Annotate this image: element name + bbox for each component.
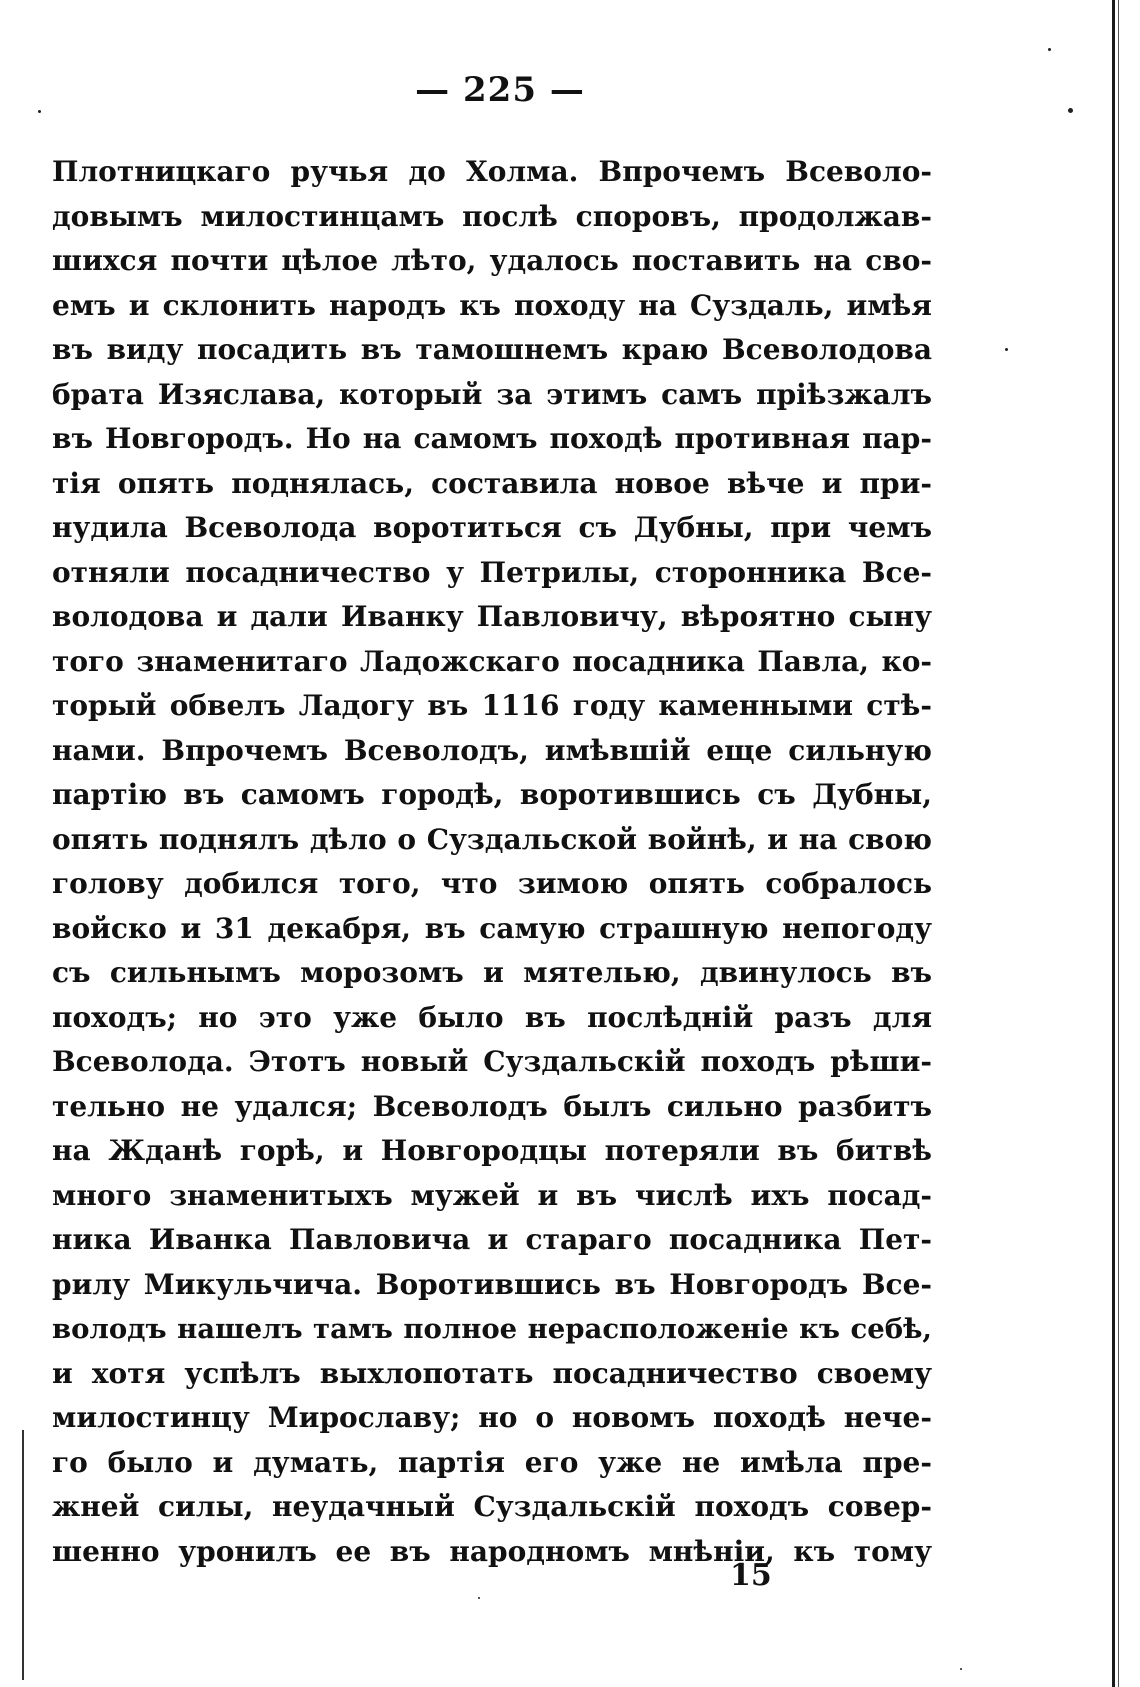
text-line: и хотя успѣлъ выхлопотать посадничество своему bbox=[52, 1356, 932, 1390]
signature-mark: 15 bbox=[730, 1558, 772, 1593]
scan-speck bbox=[1048, 48, 1051, 51]
text-line: рилу Микульчича. Воротившись въ Новгородъ Все- bbox=[52, 1267, 932, 1301]
text-line: володъ нашелъ тамъ полное нерасположенiе къ себѣ, bbox=[52, 1313, 932, 1345]
scan-speck bbox=[38, 110, 41, 113]
text-line: войско и 31 декабря, въ самую страшную непогоду bbox=[52, 911, 932, 945]
scan-speck bbox=[960, 1668, 962, 1670]
text-line: емъ и склонить народъ къ походу на Суздаль, имѣя bbox=[52, 288, 932, 322]
text-line: тельно не удался; Всеволодъ былъ сильно разбитъ bbox=[52, 1089, 932, 1123]
text-line: опять поднялъ дѣло о Суздальской войнѣ, и на свою bbox=[52, 822, 932, 856]
text-line: Плотницкаго ручья до Холма. Впрочемъ Всеволо- bbox=[52, 155, 932, 188]
scan-speck bbox=[1068, 108, 1073, 113]
body-text bbox=[52, 150, 932, 1574]
page-edge-line bbox=[1112, 0, 1115, 1687]
text-line: въ Новгородъ. Но на самомъ походѣ противная пар- bbox=[52, 422, 932, 455]
text-line: въ виду посадить въ тамошнемъ краю Всеволодова bbox=[52, 333, 932, 366]
text-line: ника Иванка Павловича и стараго посадника Пет- bbox=[52, 1223, 932, 1256]
binding-edge-line bbox=[22, 1430, 24, 1680]
text-line: шенно уронилъ ее въ народномъ мнѣнiи, къ тому bbox=[52, 1534, 932, 1568]
scan-speck bbox=[478, 1597, 480, 1599]
text-line: володова и дали Иванку Павловичу, вѣроятно сыну bbox=[52, 600, 932, 633]
scan-speck bbox=[1005, 348, 1008, 351]
text-line: милостинцу Мирославу; но о новомъ походѣ нече- bbox=[52, 1401, 932, 1434]
page-edge-shadow bbox=[1118, 0, 1119, 1687]
page-number: — 225 — bbox=[415, 70, 585, 110]
text-line: брата Изяслава, который за этимъ самъ прiѣзжалъ bbox=[52, 377, 932, 411]
text-line: нудила Всеволода воротиться съ Дубны, при чемъ bbox=[52, 511, 932, 544]
text-line: тiя опять поднялась, составила новое вѣче и при- bbox=[52, 466, 932, 500]
text-line: партiю въ самомъ городѣ, воротившись съ Дубны, bbox=[52, 778, 932, 811]
text-line: торый обвелъ Ладогу въ 1116 году каменными стѣ- bbox=[52, 689, 932, 722]
text-line: го было и думать, партiя его уже не имѣла пре- bbox=[52, 1445, 932, 1479]
text-line: отняли посадничество у Петрилы, сторонника Все- bbox=[52, 555, 932, 589]
text-line: голову добился того, что зимою опять собралось bbox=[52, 867, 932, 900]
text-line: походъ; но это уже было въ послѣднiй разъ для bbox=[52, 1000, 932, 1034]
text-line: съ сильнымъ морозомъ и мятелью, двинулось въ bbox=[52, 956, 932, 989]
text-line: Всеволода. Этотъ новый Суздальскiй походъ рѣши- bbox=[52, 1045, 932, 1078]
text-line: жней силы, неудачный Суздальскiй походъ совер- bbox=[52, 1490, 932, 1523]
text-line: нами. Впрочемъ Всеволодъ, имѣвшiй еще сильную bbox=[52, 733, 932, 767]
text-line: на Жданѣ горѣ, и Новгородцы потеряли въ битвѣ bbox=[52, 1134, 932, 1167]
text-line: шихся почти цѣлое лѣто, удалось поставить на сво- bbox=[52, 244, 932, 277]
text-line: много знаменитыхъ мужей и въ числѣ ихъ посад- bbox=[52, 1178, 932, 1212]
text-line: того знаменитаго Ладожскаго посадника Павла, ко- bbox=[52, 644, 932, 678]
text-line: довымъ милостинцамъ послѣ споровъ, продолжав- bbox=[52, 199, 932, 233]
